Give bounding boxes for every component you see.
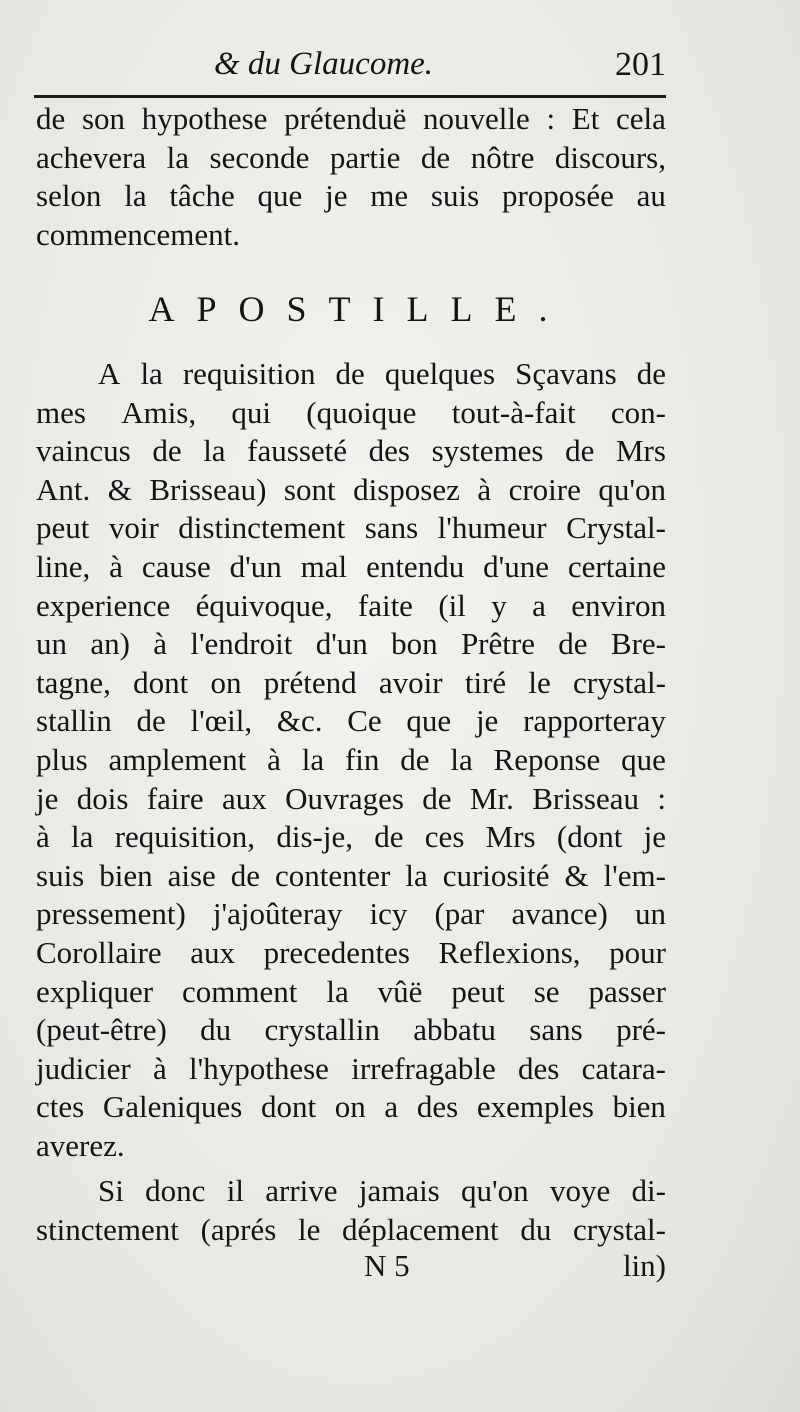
page-footer xyxy=(36,1248,666,1288)
text-line: pressement) j'ajoûteray icy (par avance) un xyxy=(36,896,666,932)
text-line: ctes Galeniques dont on a des exemples bien xyxy=(36,1089,666,1125)
text-line: peut voir distinctement sans l'humeur Crystal- xyxy=(36,510,666,546)
text-line: commencement. xyxy=(36,216,240,252)
text-line: vaincus de la fausseté des systemes de Mrs xyxy=(36,433,666,469)
text-line: mes Amis, qui (quoique tout-à-fait con- xyxy=(36,394,666,430)
signature-mark: N 5 xyxy=(364,1248,410,1283)
text-line: Si donc il arrive jamais qu'on voye di- xyxy=(98,1173,666,1208)
text-line: tagne, dont on prétend avoir tiré le crystal- xyxy=(36,664,666,700)
text-line: (peut-être) du crystallin abbatu sans pré- xyxy=(36,1012,666,1048)
text-line: à la requisition, dis-je, de ces Mrs (dont je xyxy=(36,819,666,855)
text-line: averez. xyxy=(36,1127,125,1163)
text-line: Ant. & Brisseau) sont disposez à croire qu'on xyxy=(36,471,666,507)
section-heading: APOSTILLE. xyxy=(148,289,570,329)
text-line: plus amplement à la fin de la Reponse que xyxy=(36,741,666,777)
header-rule xyxy=(34,95,666,98)
page-number: 201 xyxy=(615,46,666,83)
text-line: de son hypothese prétenduë nouvelle : Et cela xyxy=(36,101,666,136)
text-line: un an) à l'endroit d'un bon Prêtre de Bre- xyxy=(36,626,666,662)
text-line: selon la tâche que je me suis proposée au xyxy=(36,178,666,214)
apostille-paragraph xyxy=(36,355,666,1165)
running-header xyxy=(34,46,666,94)
text-line: achevera la seconde partie de nôtre discours, xyxy=(36,139,666,175)
running-title: & du Glaucome. xyxy=(214,46,434,82)
text-line: Corollaire aux precedentes Reflexions, pour xyxy=(36,934,666,970)
text-line: stinctement (aprés le déplacement du crystal- xyxy=(36,1211,666,1247)
text-line: je dois faire aux Ouvrages de Mr. Brisseau : xyxy=(36,780,666,816)
intro-paragraph xyxy=(36,100,666,254)
text-line: line, à cause d'un mal entendu d'une certaine xyxy=(36,548,666,584)
text-line: A la requisition de quelques Sçavans de xyxy=(98,356,666,391)
text-line: stallin de l'œil, &c. Ce que je rapporteray xyxy=(36,703,666,739)
text-line: judicier à l'hypothese irrefragable des catara- xyxy=(36,1050,666,1086)
catchword: lin) xyxy=(622,1248,666,1283)
text-line: expliquer comment la vûë peut se passer xyxy=(36,973,666,1009)
final-paragraph xyxy=(36,1172,666,1249)
text-line: experience équivoque, faite (il y a environ xyxy=(36,587,666,623)
text-line: suis bien aise de contenter la curiosité & l'em- xyxy=(36,857,666,893)
